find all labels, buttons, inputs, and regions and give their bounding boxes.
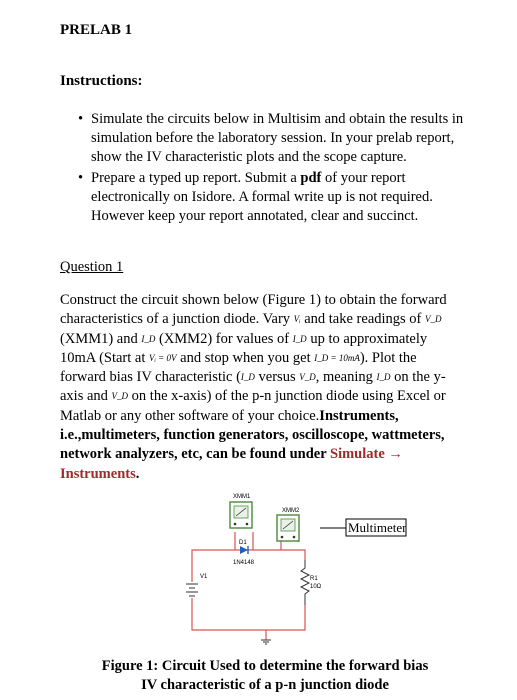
- symbol-id: I_D: [141, 333, 156, 344]
- xmm1-terminal: [234, 523, 237, 526]
- question-heading: Question 1: [60, 259, 124, 275]
- instruction-text: Prepare a typed up report. Submit a: [91, 170, 301, 186]
- diode-part-label: 1N4148: [233, 560, 255, 566]
- diode-icon: [240, 546, 248, 554]
- d1-label: D1: [239, 540, 247, 546]
- instructions-list: [78, 110, 473, 228]
- symbol-vi-zero: Vᵢ = 0V: [149, 352, 177, 363]
- symbol-id-10ma: I_D = 10mA: [314, 352, 360, 363]
- circuit-diagram: [150, 490, 450, 650]
- question-text: up to approximately 10mA (Start at: [60, 330, 428, 366]
- question-paragraph: [60, 291, 462, 484]
- xmm2-terminal: [293, 536, 296, 539]
- xmm2-terminal: [281, 536, 284, 539]
- symbol-vd: V_D: [111, 391, 129, 402]
- question-text: and take readings of: [300, 311, 426, 328]
- bullet-icon: •: [78, 170, 84, 186]
- xmm1-terminal: [246, 523, 249, 526]
- page-title: PRELAB 1: [60, 22, 133, 38]
- figure-caption: [65, 657, 465, 695]
- battery-icon: [186, 584, 198, 596]
- circuit-wires: [192, 528, 305, 640]
- question-text: Construct the circuit shown below (Figure 1) to obtain the forward characteristics of a junction diode. Vary: [60, 292, 447, 328]
- instruction-item: [78, 110, 473, 167]
- question-text: on the y-axis and: [60, 369, 446, 405]
- instructions-heading: Instructions:: [60, 73, 143, 89]
- symbol-vd: V_D: [425, 314, 442, 325]
- question-text: ). Plot the forward bias IV characteristic (: [60, 349, 417, 386]
- question-text: versus: [254, 369, 300, 386]
- question-text: and stop when you get: [176, 349, 315, 366]
- instruments-note: Instruments, i.e.,multimeters, function generators, oscilloscope, wattmeters, network analyzers, etc, can be found under: [60, 407, 445, 463]
- instruction-text: Simulate the circuits below in Multisim and obtain the results in simulation before the laboratory session. In your prelab report, show the IV characteristic plots and the scope capture.: [91, 111, 464, 165]
- instruction-item: [78, 169, 473, 226]
- r1-value: 10Ω: [310, 584, 322, 590]
- instruction-text: of your report electronically on Isidore. A formal write up is not required. However keep your report annotated, clear and succinct.: [91, 170, 433, 224]
- question-text: (XMM2) for values of: [155, 330, 293, 347]
- v1-label: V1: [200, 574, 208, 580]
- r1-label: R1: [310, 576, 318, 582]
- symbol-id: I_D: [376, 372, 391, 383]
- pdf-emphasis: pdf: [300, 170, 322, 186]
- xmm1-label: XMM1: [233, 494, 251, 500]
- menu-path: Simulate → Instruments: [60, 446, 403, 482]
- resistor-icon: [301, 560, 309, 605]
- symbol-vd: V_D: [299, 372, 316, 383]
- symbol-id: I_D: [240, 372, 255, 383]
- question-text: (XMM1) and: [60, 330, 142, 347]
- xmm2-label: XMM2: [282, 508, 300, 514]
- caption-line: Figure 1: Circuit Used to determine the forward bias: [101, 658, 429, 674]
- caption-line: IV characteristic of a p-n junction diode: [141, 677, 389, 693]
- bullet-icon: •: [78, 111, 84, 127]
- question-text: , meaning: [315, 369, 377, 386]
- question-text: on the x-axis) of the p-n junction diode using Excel or Matlab or any other software of your choice.: [60, 388, 446, 424]
- callout-text: Multimeter: [348, 520, 407, 535]
- symbol-id: I_D: [292, 333, 307, 344]
- period: .: [135, 465, 140, 482]
- symbol-vi: Vᵢ: [293, 314, 301, 325]
- ground-symbol: [261, 640, 271, 644]
